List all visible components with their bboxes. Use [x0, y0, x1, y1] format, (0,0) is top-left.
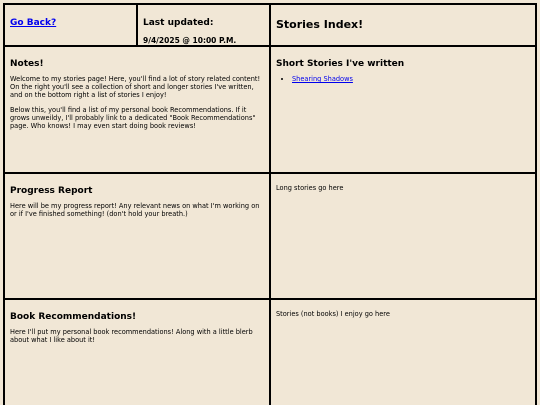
long-stories-text: Long stories go here — [276, 184, 344, 192]
book-recommendations-text: Here I'll put my personal book recommendations! Along with a little blerb about what I like about it! — [10, 328, 253, 345]
progress-heading: Progress Report — [10, 186, 93, 196]
progress-cell — [3, 172, 271, 300]
short-stories-heading: Short Stories I've written — [276, 59, 405, 69]
short-stories-cell — [269, 45, 537, 174]
book-recommendations-cell — [3, 298, 271, 405]
favorite-stories-cell — [269, 298, 537, 405]
progress-text: Here will be my progress report! Any relevant news on what I'm working on or if I've finished something! (don't hold your breath.) — [10, 202, 260, 219]
last-updated-cell — [136, 3, 271, 47]
notes-heading: Notes! — [10, 59, 44, 69]
list-item — [292, 75, 530, 83]
page-title: Stories Index! — [276, 18, 364, 31]
notes-cell — [3, 45, 271, 174]
favorite-stories-text: Stories (not books) I enjoy go here — [276, 310, 390, 318]
go-back-link[interactable]: Go Back? — [10, 18, 57, 28]
back-cell — [3, 3, 138, 47]
long-stories-cell — [269, 172, 537, 300]
story-link-shearing-shadows[interactable]: Shearing Shadows — [292, 75, 353, 83]
last-updated-date: 9/4/2025 @ 10:00 P.M. — [143, 36, 237, 45]
notes-paragraph-2: Below this, you'll find a list of my personal book Recommendations. If it grows unweildy, I'll probably link to a dedicated "Book Recommendations" page. Who knows! I may even start doing book reviews! — [10, 105, 256, 131]
last-updated-label: Last updated: — [143, 18, 214, 28]
title-cell — [269, 3, 537, 47]
short-stories-list — [276, 75, 530, 83]
book-recommendations-heading: Book Recommendations! — [10, 312, 137, 322]
notes-paragraph-1: Welcome to my stories page! Here, you'll find a lot of story related content! On the right you'll see a collection of short and longer stories I've written, and on the bottom right a list of stories I enjoy! — [10, 75, 261, 100]
